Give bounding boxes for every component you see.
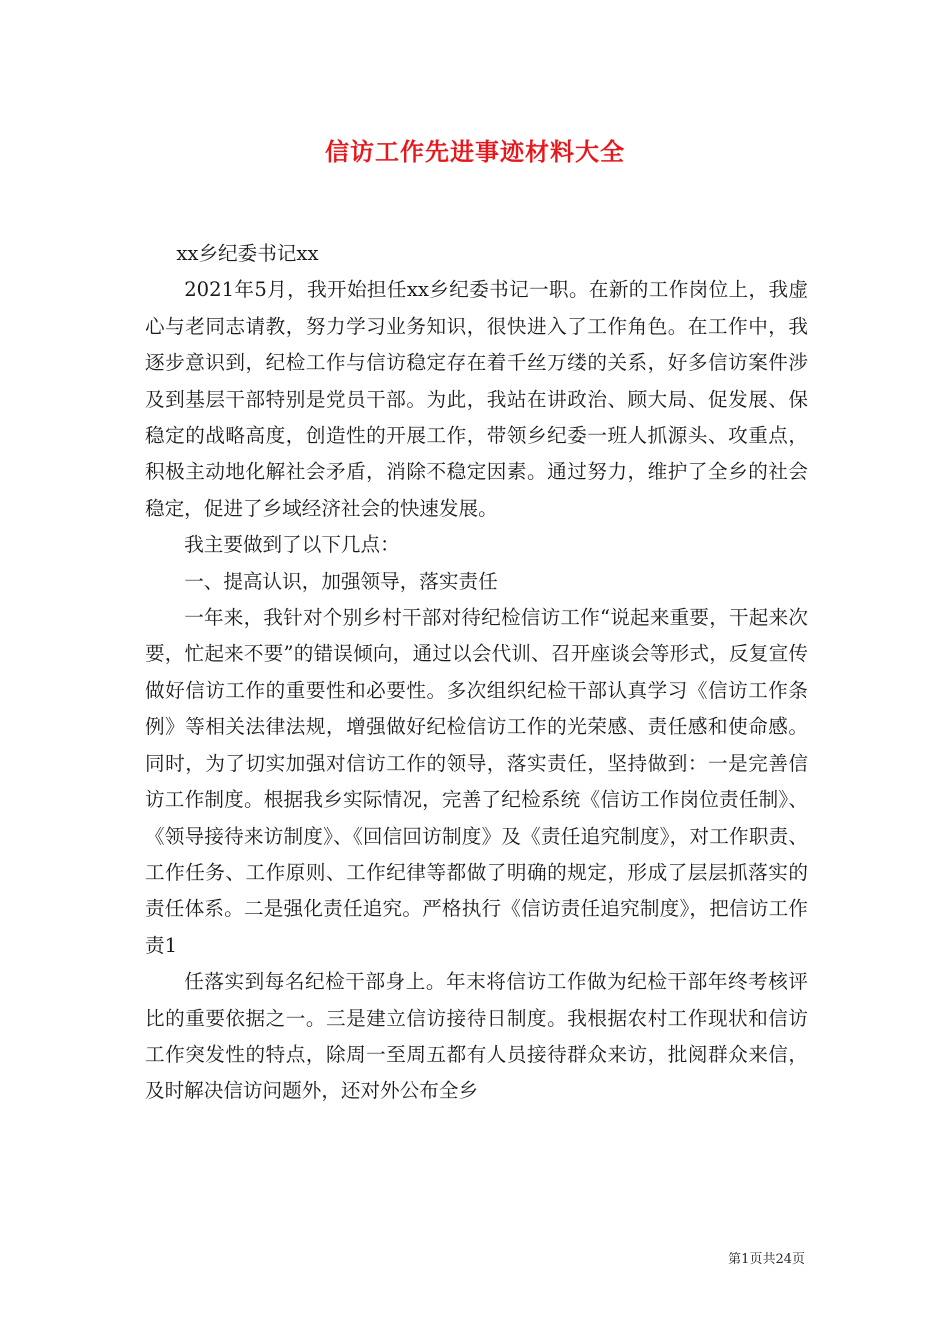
paragraph-intro: 2021年5月，我开始担任xx乡纪委书记一职。在新的工作岗位上，我虚心与老同志请教，努力学习业务知识，很快进入了工作角色。在工作中，我逐步意识到，纪检工作与信访稳定存在着千丝万缕的关系，好多信访案件涉及到基层干部特别是党员干部。为此，我站在讲政治、顾大局、促发展、保稳定的战略高度，创造性的开展工作，带领乡纪委一班人抓源头、攻重点，积极主动地化解社会矛盾，消除不稳定因素。通过努力，维护了全乡的社会稳定，促进了乡域经济社会的快速发展。 [145, 278, 808, 520]
paragraph-section-1: 一年来，我针对个别乡村干部对待纪检信访工作“说起来重要，干起来次要，忙起来不要”的错误倾向，通过以会代训、召开座谈会等形式，反复宣传做好信访工作的重要性和必要性。多次组织纪检干部认真学习《信访工作条例》等相关法律法规，增强做好纪检信访工作的光荣感、责任感和使命感。同时，为了切实加强对信访工作的领导，落实责任，坚持做到：一是完善信访工作制度。根据我乡实际情况，完善了纪检系统《信访工作岗位责任制》、《领导接待来访制度》、《回信回访制度》及《责任追究制度》，对工作职责、工作任务、工作原则、工作纪律等都做了明确的规定，形成了层层抓落实的责任体系。二是强化责任追究。严格执行《信访责任追究制度》，把信访工作责1 [145, 606, 808, 957]
paragraph-summary: 我主要做到了以下几点： [184, 533, 400, 557]
author-line: xx乡纪委书记xx [176, 242, 319, 265]
section-heading-1: 一、提高认识，加强领导，落实责任 [184, 569, 498, 593]
paragraph-continued: 任落实到每名纪检干部身上。年末将信访工作做为纪检干部年终考核评比的重要依据之一。三是建立信访接待日制度。我根据农村工作现状和信访工作突发性的特点，除周一至周五都有人员接待群众来访，批阅群众来信，及时解决信访问题外，还对外公布全乡 [145, 970, 808, 1103]
page-title: 信访工作先进事迹材料大全 [325, 137, 625, 166]
document-body [145, 236, 808, 1110]
page-number: 第1页共24页 [728, 1252, 805, 1267]
